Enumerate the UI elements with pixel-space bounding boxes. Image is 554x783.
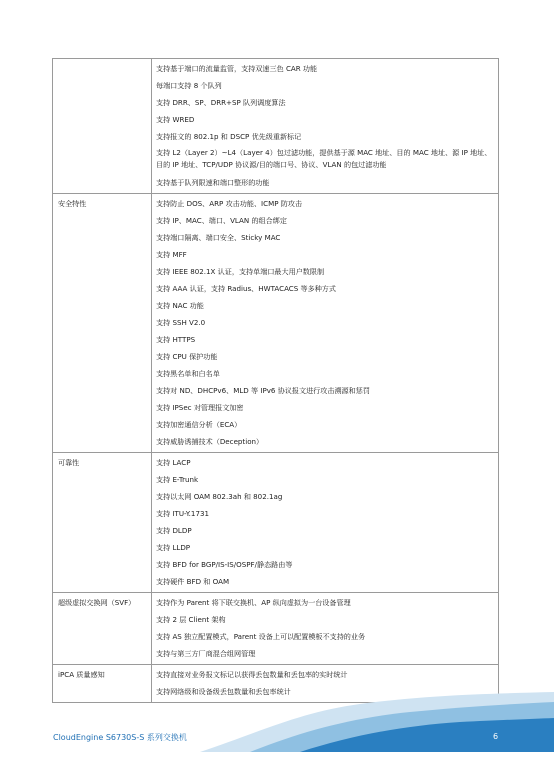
spec-feature-item: 支持 WRED (156, 115, 195, 124)
footer-product-title: CloudEngine S6730S-S 系列交换机 (53, 733, 187, 742)
spec-feature-item: 支持 IPSec 对管理报文加密 (156, 403, 244, 412)
spec-table-body (53, 59, 499, 703)
spec-category-label: iPCA 质量感知 (58, 670, 105, 679)
spec-feature-item: 支持网络级和设备级丢包数量和丢包率统计 (156, 687, 291, 696)
spec-feature-item: 支持威胁诱捕技术（Deception） (156, 437, 264, 446)
spec-feature-item: 支持 2 层 Client 架构 (156, 615, 226, 624)
spec-feature-item: 支持 CPU 保护功能 (156, 352, 218, 361)
spec-category-cell (53, 593, 152, 665)
spec-feature-item: 支持 IP、MAC、端口、VLAN 的组合绑定 (156, 216, 287, 225)
spec-row (53, 593, 499, 665)
spec-feature-item: 支持防止 DOS、ARP 攻击功能、ICMP 防攻击 (156, 199, 303, 208)
spec-feature-item: 支持黑名单和白名单 (156, 369, 220, 378)
spec-feature-item: 支持 ITU-Y.1731 (156, 509, 209, 518)
footer-wave-decoration (0, 692, 554, 752)
spec-category-cell (53, 194, 152, 453)
spec-feature-cell (152, 593, 499, 665)
spec-feature-item: 支持端口隔离、端口安全、Sticky MAC (156, 233, 281, 242)
page-number: 6 (493, 732, 499, 741)
spec-feature-item: 支持基于端口的流量监管，支持双速三色 CAR 功能 (156, 64, 318, 73)
spec-feature-cell (152, 59, 499, 194)
spec-feature-item: 支持 MFF (156, 250, 187, 259)
spec-feature-item: 每端口支持 8 个队列 (156, 81, 222, 90)
spec-feature-item: 支持 IEEE 802.1X 认证，支持单端口最大用户数限制 (156, 267, 325, 276)
spec-category-label: 超级虚拟交换网（SVF） (58, 598, 136, 607)
spec-feature-cell (152, 453, 499, 593)
spec-feature-item: 支持报文的 802.1p 和 DSCP 优先级重新标记 (156, 132, 302, 141)
spec-feature-item: 支持 AAA 认证，支持 Radius、HWTACACS 等多种方式 (156, 284, 336, 293)
spec-feature-item: 支持 L2（Layer 2）~L4（Layer 4）包过滤功能，提供基于源 MAC 地址、目的 MAC 地址、源 IP 地址、目的 IP 地址、TCP/UDP 协议源/目的端口号、协议、VLAN 的包过滤功能 (156, 148, 492, 169)
spec-feature-item: 支持对 ND、DHCPv6、MLD 等 IPv6 协议报文进行攻击溯源和惩罚 (156, 386, 370, 395)
spec-feature-item: 支持 DLDP (156, 526, 192, 535)
spec-feature-cell (152, 194, 499, 453)
spec-feature-item: 支持基于队列限速和端口整形的功能 (156, 178, 270, 187)
spec-feature-item: 支持 HTTPS (156, 335, 196, 344)
spec-feature-item: 支持 LACP (156, 458, 191, 467)
spec-feature-item: 支持 LLDP (156, 543, 191, 552)
spec-table (52, 58, 499, 703)
spec-feature-item: 支持 NAC 功能 (156, 301, 204, 310)
spec-feature-item: 支持 SSH V2.0 (156, 318, 206, 327)
spec-row (53, 194, 499, 453)
spec-category-label: 可靠性 (58, 458, 80, 467)
spec-feature-item: 支持加密通信分析（ECA） (156, 420, 242, 429)
spec-feature-item: 支持与第三方厂商混合组网管理 (156, 649, 256, 658)
spec-feature-item: 支持 AS 独立配置模式，Parent 设备上可以配置模板不支持的业务 (156, 632, 366, 641)
spec-feature-item: 支持以太网 OAM 802.3ah 和 802.1ag (156, 492, 283, 501)
spec-feature-item: 支持作为 Parent 将下联交换机、AP 纵向虚拟为一台设备管理 (156, 598, 351, 607)
spec-row (53, 453, 499, 593)
spec-feature-item: 支持直接对业务报文标记以获得丢包数量和丢包率的实时统计 (156, 670, 348, 679)
spec-category-cell (53, 453, 152, 593)
spec-category-label: 安全特性 (58, 199, 87, 208)
spec-feature-item: 支持 DRR、SP、DRR+SP 队列调度算法 (156, 98, 286, 107)
spec-row (53, 59, 499, 194)
spec-feature-item: 支持硬件 BFD 和 OAM (156, 577, 230, 586)
spec-category-cell (53, 59, 152, 194)
spec-feature-item: 支持 E-Trunk (156, 475, 199, 484)
spec-feature-item: 支持 BFD for BGP/IS-IS/OSPF/静态路由等 (156, 560, 293, 569)
